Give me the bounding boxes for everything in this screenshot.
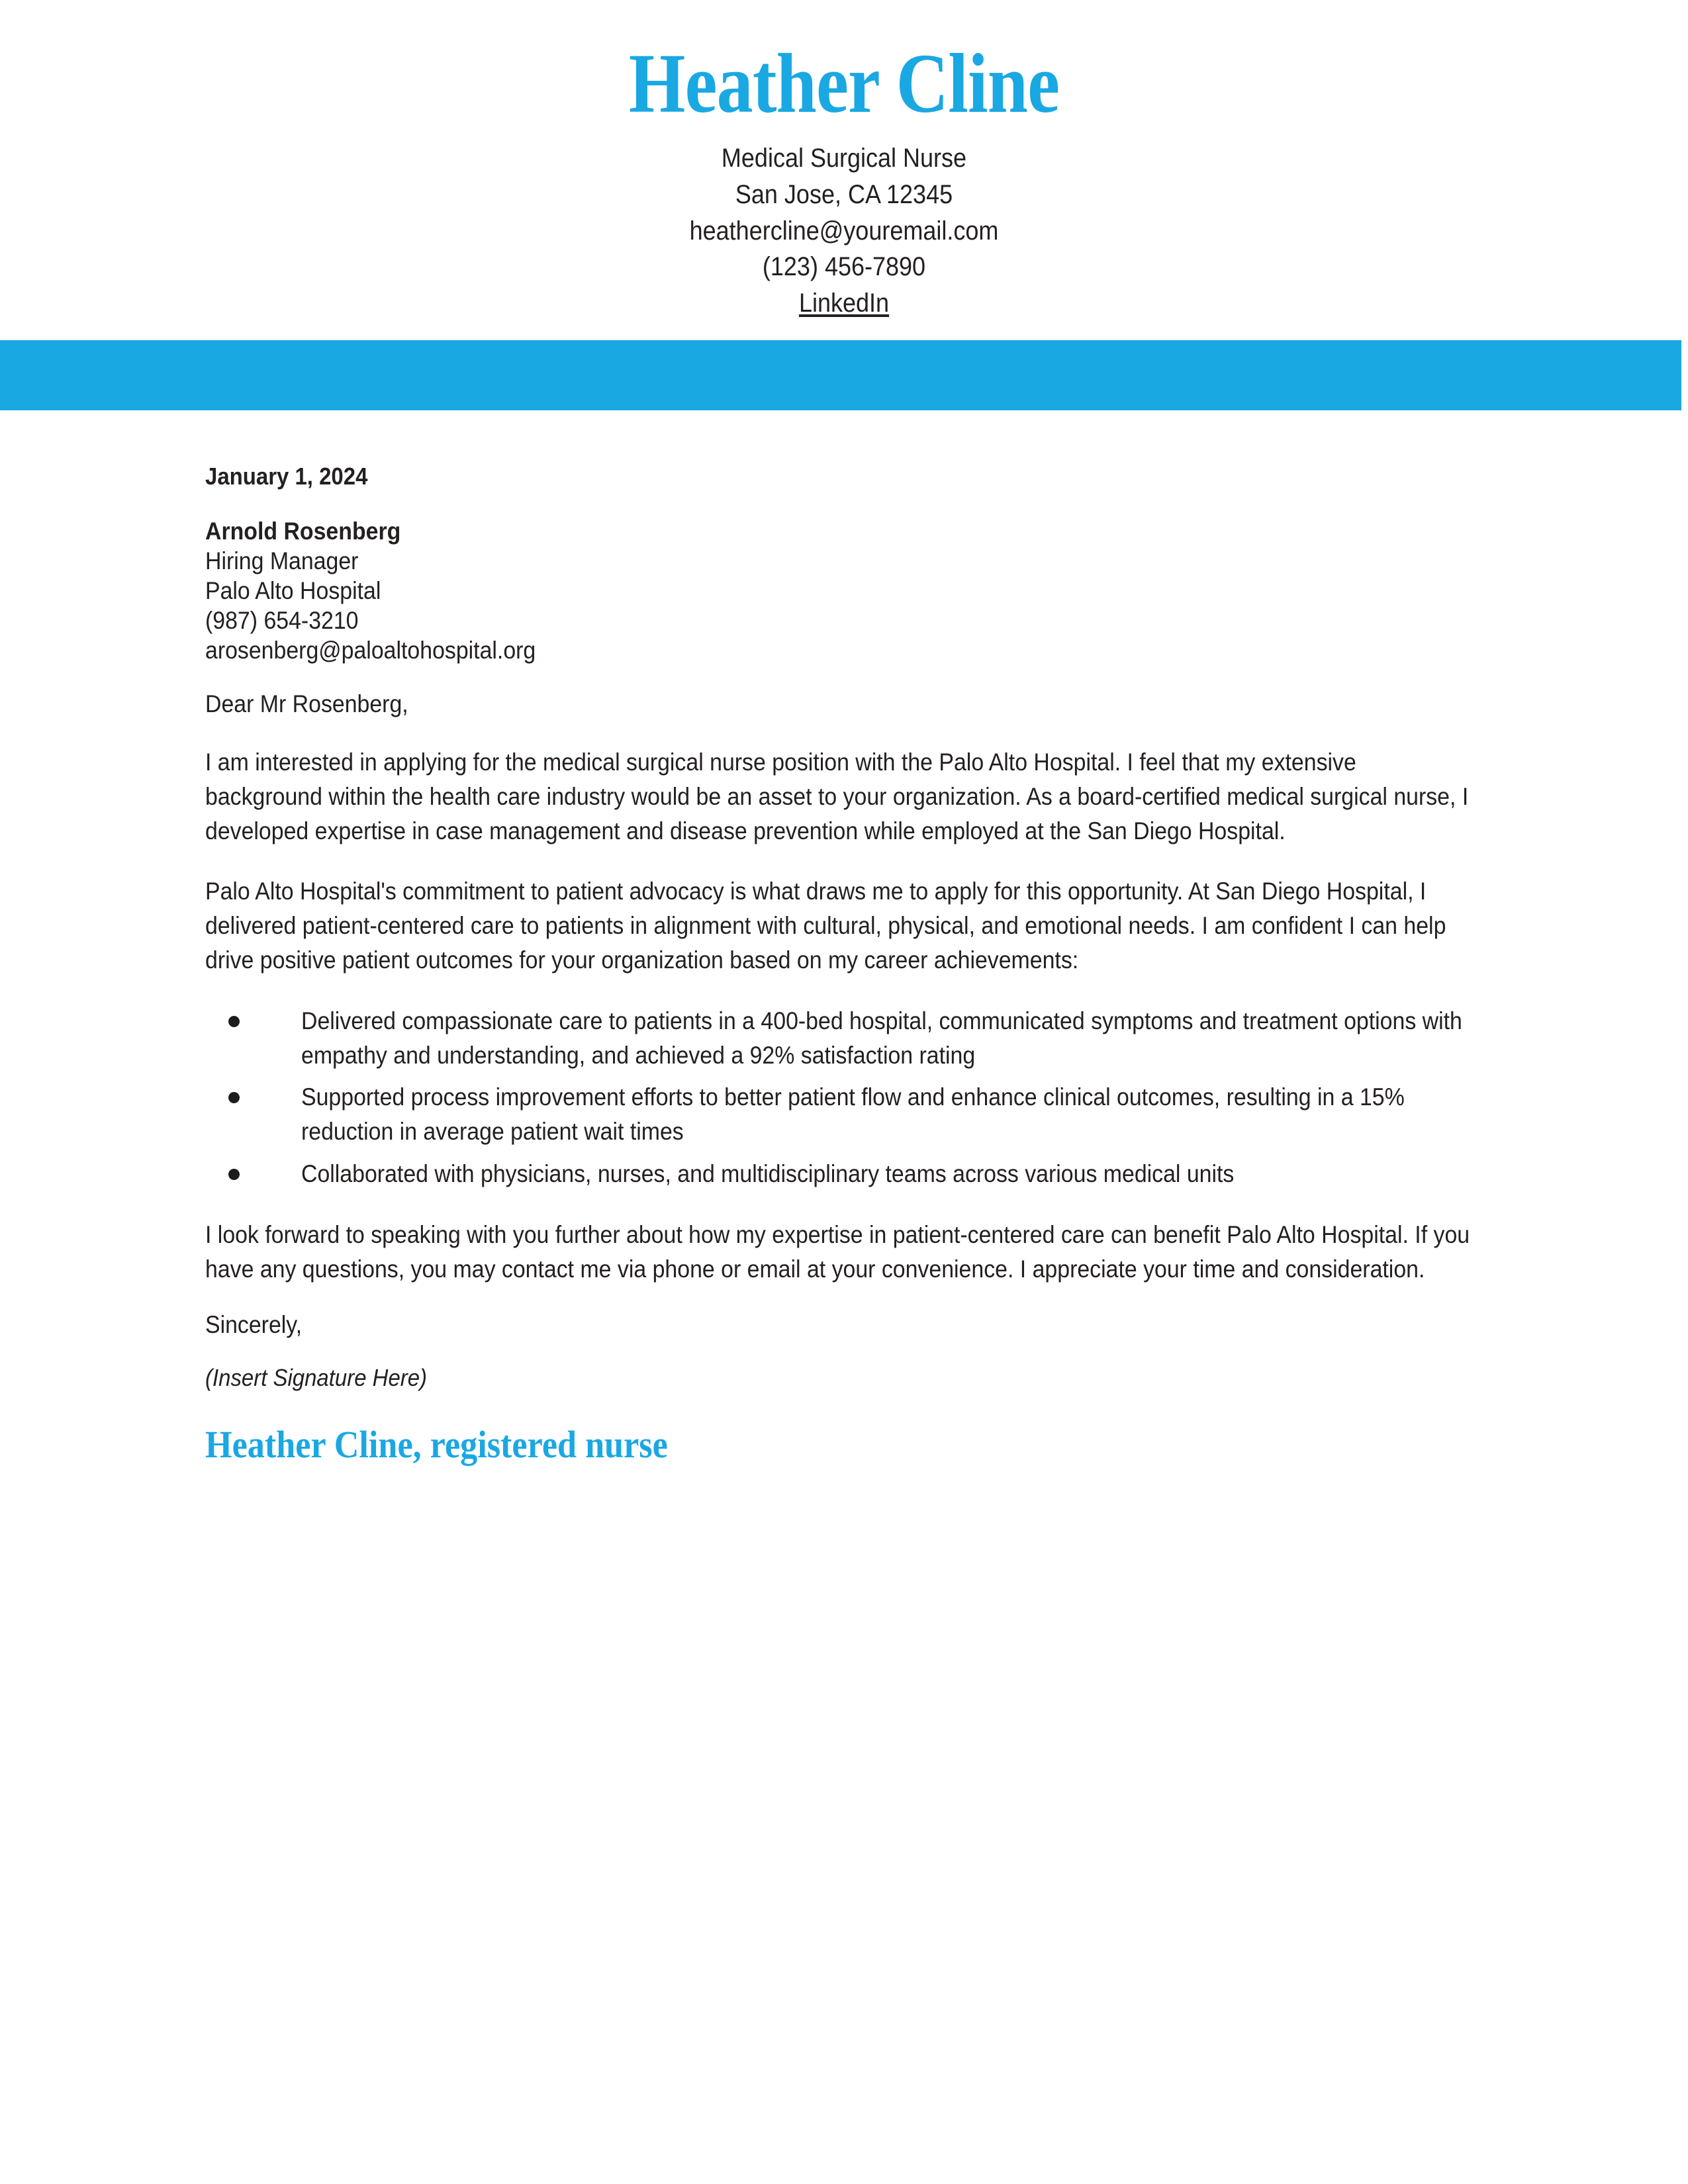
recipient-block [205, 519, 1479, 662]
contact-block [0, 140, 1688, 322]
recipient-title-text: Hiring Manager [205, 547, 359, 574]
letter-header [0, 0, 1688, 322]
recipient-company-text: Palo Alto Hospital [205, 576, 381, 604]
achievement-text: Collaborated with physicians, nurses, and multidisciplinary teams across various medical units [301, 1160, 1235, 1187]
accent-bar-divider [0, 340, 1681, 410]
signature-name: Heather Cline, registered nurse [205, 1423, 668, 1467]
letter-date [205, 462, 1479, 490]
body-paragraph-2 [205, 874, 1479, 977]
achievements-list [205, 1004, 1479, 1191]
sign-off [205, 1312, 1479, 1337]
bullet-icon [228, 1092, 240, 1103]
signature-placeholder [205, 1366, 1479, 1390]
recipient-email-text: arosenberg@paloaltohospital.org [205, 636, 536, 664]
body-paragraph-1 [205, 745, 1479, 848]
contact-line-linkedin-link[interactable]: LinkedIn [798, 289, 890, 318]
recipient-phone-text: (987) 654-3210 [205, 606, 359, 634]
list-item [205, 1157, 1479, 1191]
sign-off-text: Sincerely, [205, 1311, 303, 1339]
bullet-icon [228, 1016, 240, 1027]
recipient-email[interactable] [205, 638, 1479, 662]
list-item [205, 1004, 1479, 1073]
achievement-text: Delivered compassionate care to patients in a 400-bed hospital, communicated symptoms and treatment options with empathy and understanding, and achieved a 92% satisfaction rating [301, 1007, 1462, 1069]
recipient-phone [205, 608, 1479, 633]
recipient-title [205, 549, 1479, 573]
body-paragraph-2-text: Palo Alto Hospital's commitment to patient advocacy is what draws me to apply for this opportunity. At San Diego Hospital, I delivered patient-centered care to patients in alignment with cultural, physical, and emotional needs. I am confident I can help drive positive patient outcomes for your organization based on my career achievements: [205, 878, 1446, 974]
closing-paragraph [205, 1218, 1479, 1287]
recipient-name [205, 519, 1479, 543]
contact-line-job-title: Medical Surgical Nurse [721, 144, 967, 173]
letter-date-text: January 1, 2024 [205, 462, 368, 490]
salutation [205, 692, 1479, 716]
list-item [205, 1080, 1479, 1149]
contact-line-phone: (123) 456-7890 [762, 252, 926, 282]
bullet-icon [228, 1169, 240, 1180]
contact-line-email[interactable]: heathercline@youremail.com [689, 216, 999, 246]
salutation-text: Dear Mr Rosenberg, [205, 690, 408, 717]
signature-placeholder-text: (Insert Signature Here) [205, 1364, 428, 1392]
achievement-text: Supported process improvement efforts to better patient flow and enhance clinical outcomes, resulting in a 15% reduction in average patient wait times [301, 1083, 1405, 1146]
body-paragraph-1-text: I am interested in applying for the medical surgical nurse position with the Palo Alto Hospital. I feel that my extensive background within the health care industry would be an asset to your organization. As a board-certified medical surgical nurse, I developed expertise in case management and disease prevention while employed at the San Diego Hospital. [205, 748, 1469, 844]
recipient-name-text: Arnold Rosenberg [205, 517, 401, 545]
contact-line-location: San Jose, CA 12345 [735, 179, 953, 209]
recipient-company [205, 578, 1479, 603]
letter-body [205, 462, 1479, 1467]
signature-name-row [205, 1423, 1479, 1467]
applicant-name: Heather Cline [628, 36, 1060, 130]
closing-paragraph-text: I look forward to speaking with you further about how my expertise in patient-centered care can benefit Palo Alto Hospital. If you have any questions, you may contact me via phone or email at your convenience. I appreciate your time and consideration. [205, 1220, 1470, 1283]
